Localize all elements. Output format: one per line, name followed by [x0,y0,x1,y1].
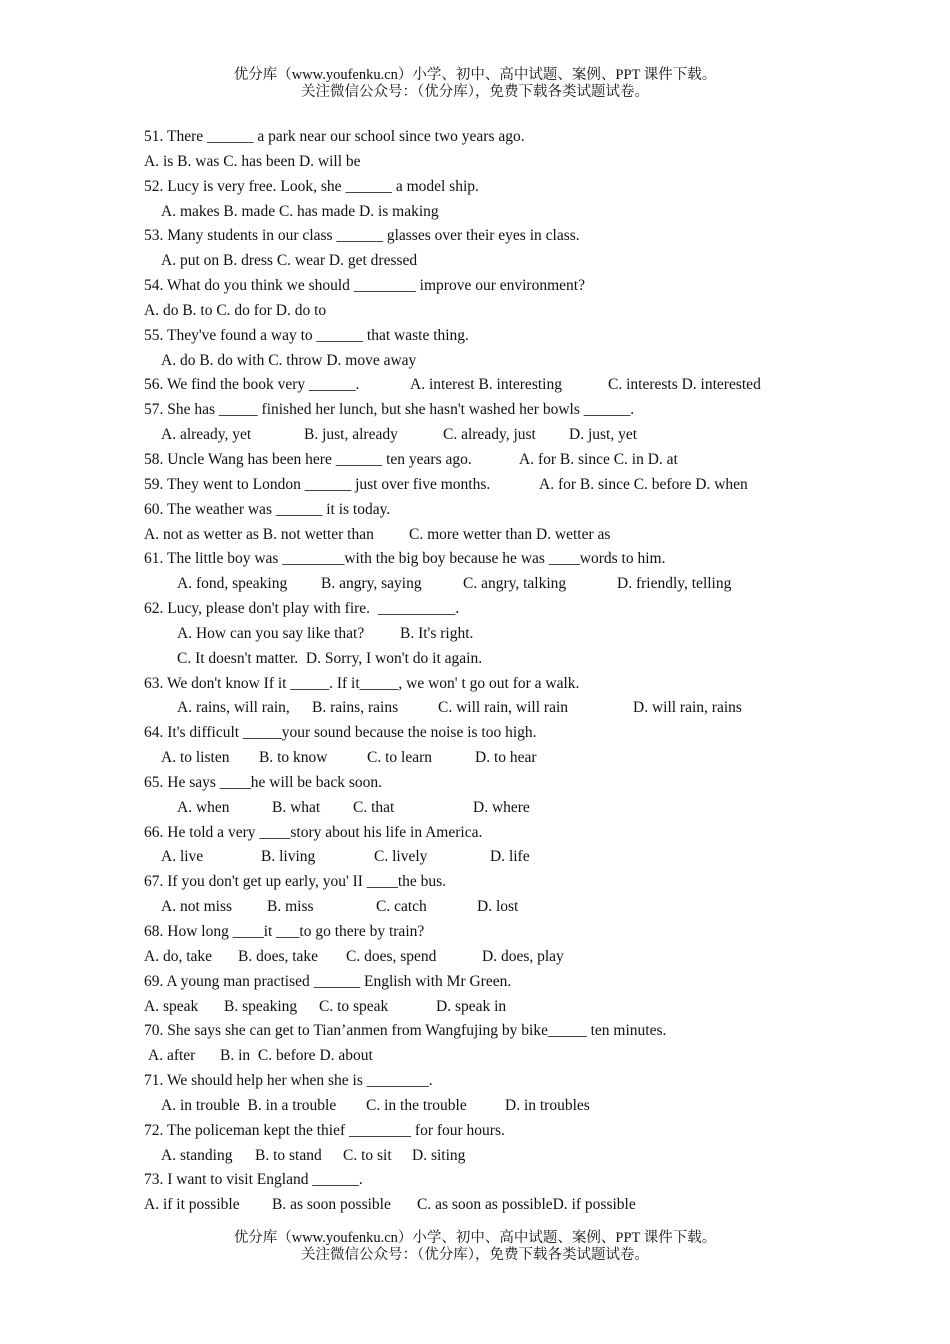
text-line [144,572,924,597]
text-line [144,150,924,175]
question-text: 51. There ______ a park near our school since two years ago. [144,128,525,145]
text-segment: A. do B. do with C. throw D. move away [161,351,417,369]
text-segment: A. when [177,798,230,816]
text-line [144,647,924,672]
text-line [144,622,924,647]
question-text: 70. She says she can get to Tian’anmen from Wangfujing by bike_____ ten minutes. [144,1022,667,1040]
question-text: 63. We don't know If it _____. If it_____, we won' t go out for a walk. [144,674,580,692]
question-text: 55. They've found a way to ______ that waste thing. [144,326,469,344]
text-segment: C. does, spend [346,947,437,965]
text-segment: B. what [272,798,321,816]
text-line [144,523,924,548]
page-footer [0,1230,950,1264]
text-line [144,274,924,299]
text-line [144,175,924,200]
text-segment: C. angry, talking [463,575,567,593]
text-segment: D. speak in [436,997,507,1015]
text-segment: A. put on B. dress C. wear D. get dressed [161,252,418,270]
text-segment: C. already, just [443,426,536,444]
text-segment: A. already, yet [161,426,252,444]
question-text: 53. Many students in our class ______ glasses over their eyes in class. [144,227,580,245]
text-segment: D. life [490,848,530,866]
text-segment: B. living [261,848,316,866]
text-segment: B. in C. before D. about [220,1047,373,1065]
text-line [144,920,924,945]
text-line [144,895,924,920]
header-line-2: 关注微信公众号：（优分库），免费下载各类试题试卷。 [301,84,649,100]
text-segment: C. as soon as possibleD. if possible [417,1196,636,1214]
text-segment: A. for B. since C. before D. when [539,475,748,493]
text-segment: B. does, take [238,947,319,965]
text-segment: B. miss [267,898,314,916]
text-line [144,1168,924,1193]
question-text: 61. The little boy was ________with the big boy because he was ____words to him. [144,550,666,568]
text-segment: A. makes B. made C. has made D. is making [161,202,439,220]
question-text: 72. The policeman kept the thief ________ for four hours. [144,1121,505,1139]
text-segment: A. speak [144,997,199,1015]
text-line [144,498,924,523]
text-segment: B. rains, rains [312,699,399,717]
text-segment: A. not as wetter as B. not wetter than [144,525,374,543]
text-line [144,696,924,721]
text-segment: B. to know [259,749,328,767]
text-line [144,746,924,771]
text-segment: A. for B. since C. in D. at [519,450,678,468]
text-segment: B. to stand [255,1146,322,1164]
question-text: 60. The weather was ______ it is today. [144,500,391,518]
text-line [144,373,924,398]
text-segment: A. in trouble B. in a trouble [161,1096,337,1114]
text-segment: A. standing [161,1146,233,1164]
text-segment: C. to speak [319,997,389,1015]
text-line [144,324,924,349]
text-segment: C. lively [374,848,428,866]
text-line [144,945,924,970]
header-line-1: 优分库（www.youfenku.cn）小学、初中、高中试题、案例、PPT 课件下载。 [233,67,717,83]
question-text: 68. How long ____it ___to go there by train? [144,923,425,940]
text-line [144,1193,924,1218]
text-line [144,224,924,249]
text-segment: D. does, play [482,947,564,965]
text-segment: C. interests D. interested [608,376,761,394]
question-text: 65. He says ____he will be back soon. [144,773,383,791]
page-header [0,67,950,101]
text-segment: C. catch [376,898,427,916]
text-segment: A. rains, will rain, [177,699,290,717]
text-segment: D. will rain, rains [633,699,742,717]
text-line [144,796,924,821]
question-text: 64. It's difficult _____your sound because the noise is too high. [144,724,537,742]
text-line [144,721,924,746]
text-line [144,995,924,1020]
text-line [144,1044,924,1069]
text-line [144,1019,924,1044]
text-segment: B. as soon possible [272,1196,391,1214]
text-segment: D. just, yet [569,426,638,444]
text-segment: C. It doesn't matter. D. Sorry, I won't do it again. [177,649,483,667]
text-segment: C. more wetter than D. wetter as [409,525,611,543]
question-text: 57. She has _____ finished her lunch, but she hasn't washed her bowls ______. [144,401,635,419]
text-line [144,672,924,697]
text-segment: A. to listen [161,749,230,767]
text-segment: D. friendly, telling [617,575,732,593]
text-segment: C. that [353,798,395,816]
text-line [144,1069,924,1094]
text-line [144,870,924,895]
footer-line-1: 优分库（www.youfenku.cn）小学、初中、高中试题、案例、PPT 课件下载。 [233,1230,717,1246]
text-line [144,200,924,225]
question-text: 67. If you don't get up early, you' II ____the bus. [144,873,447,891]
text-line [144,1094,924,1119]
text-segment: A. interest B. interesting [410,376,562,394]
text-line [144,1144,924,1169]
question-text: 58. Uncle Wang has been here ______ ten years ago. [144,450,472,468]
text-line [144,597,924,622]
text-line [144,249,924,274]
text-line [144,473,924,498]
text-segment: A. live [161,848,204,866]
text-segment: B. It's right. [400,624,474,642]
question-text: 56. We find the book very ______. [144,376,360,394]
text-segment: A. do B. to C. do for D. do to [144,301,327,319]
text-segment: A. if it possible [144,1196,240,1214]
text-segment: A. do, take [144,947,213,965]
question-text: 73. I want to visit England ______. [144,1171,363,1189]
text-segment: B. just, already [304,426,398,444]
text-segment: C. in the trouble [366,1096,467,1114]
question-text: 66. He told a very ____story about his life in America. [144,823,483,841]
text-line [144,349,924,374]
footer-line-2: 关注微信公众号：（优分库），免费下载各类试题试卷。 [301,1247,649,1263]
text-segment: B. angry, saying [321,575,422,593]
text-segment: D. where [473,798,530,816]
question-text: 54. What do you think we should ________ improve our environment? [144,277,585,295]
text-segment: D. siting [412,1146,466,1164]
question-text: 62. Lucy, please don't play with fire. __________. [144,600,460,618]
text-segment: A. after [148,1047,196,1065]
text-line [144,845,924,870]
text-segment: A. not miss [161,898,233,916]
text-line [144,423,924,448]
text-segment: C. will rain, will rain [438,699,569,717]
text-line [144,398,924,423]
text-segment: A. How can you say like that? [177,624,365,642]
text-segment: C. to sit [343,1146,392,1164]
question-text: 52. Lucy is very free. Look, she ______ a model ship. [144,177,479,195]
text-segment: B. speaking [224,997,298,1015]
text-segment: D. in troubles [505,1096,590,1114]
text-segment: D. to hear [475,749,537,767]
question-list [144,125,924,1218]
text-line [144,125,924,150]
text-line [144,821,924,846]
text-segment: A. is B. was C. has been D. will be [144,152,361,170]
text-line [144,771,924,796]
text-segment: C. to learn [367,749,432,767]
text-line [144,299,924,324]
text-segment: D. lost [477,898,519,916]
question-text: 71. We should help her when she is ________. [144,1072,433,1090]
text-segment: A. fond, speaking [177,575,288,593]
question-text: 59. They went to London ______ just over five months. [144,475,491,493]
text-line [144,1119,924,1144]
text-line [144,547,924,572]
question-text: 69. A young man practised ______ English with Mr Green. [144,972,512,990]
text-line [144,970,924,995]
text-line [144,448,924,473]
